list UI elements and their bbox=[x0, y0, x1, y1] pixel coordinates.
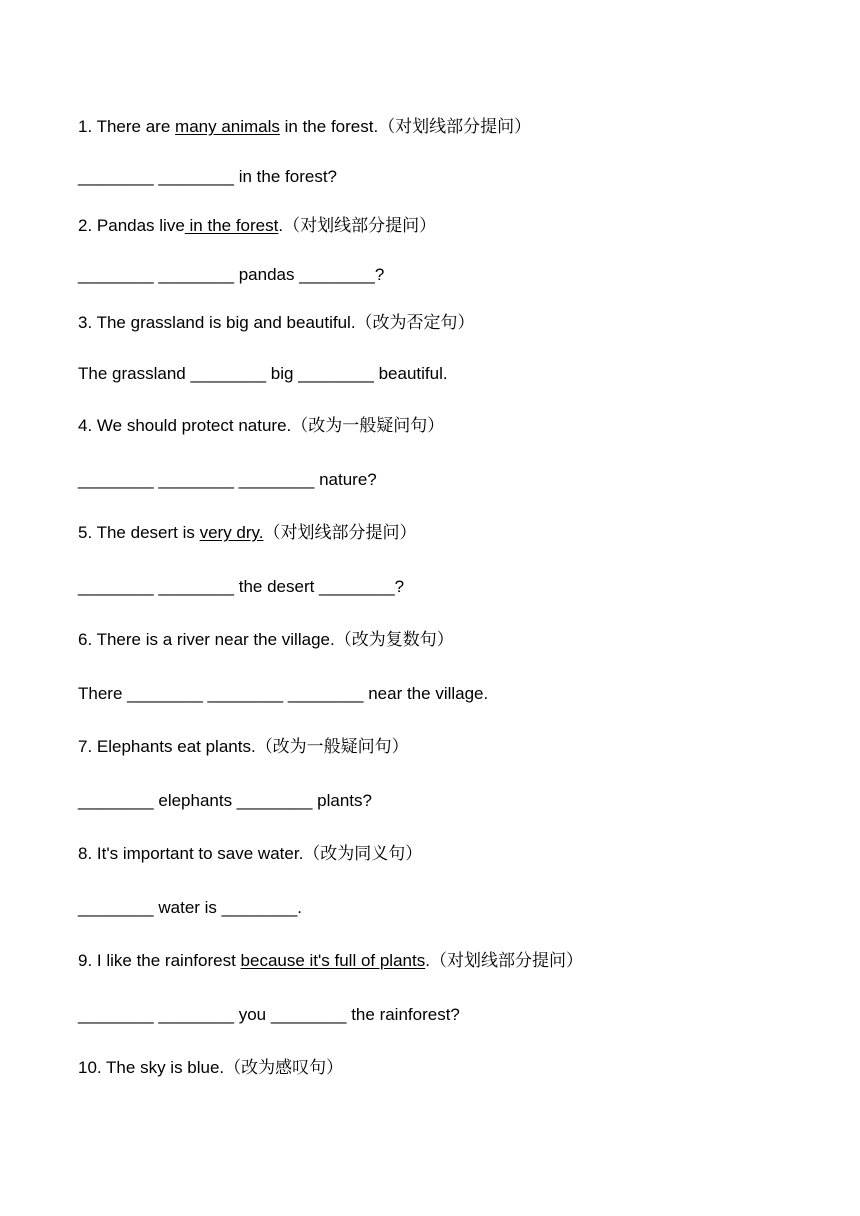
underlined-part: many animals bbox=[175, 117, 280, 136]
question-1: 1. There are many animals in the forest.（对划线部分提问） bbox=[78, 117, 532, 137]
answer-9: ________ ________ you ________ the rainforest? bbox=[78, 1005, 460, 1024]
answer-4: ________ ________ ________ nature? bbox=[78, 470, 377, 489]
instruction: （对划线部分提问） bbox=[378, 117, 532, 137]
question-6: 6. There is a river near the village.（改为复数句） bbox=[78, 630, 454, 650]
underlined-part: in the forest bbox=[184, 216, 279, 235]
instruction: （对划线部分提问） bbox=[263, 523, 417, 543]
underlined-part: because it's full of plants bbox=[240, 951, 426, 970]
instruction: （改为一般疑问句） bbox=[291, 416, 445, 436]
question-4: 4. We should protect nature.（改为一般疑问句） bbox=[78, 416, 445, 436]
answer-1: ________ ________ in the forest? bbox=[78, 167, 338, 186]
answer-6: There ________ ________ ________ near the village. bbox=[78, 684, 489, 703]
question-9: 9. I like the rainforest because it's full of plants.（对划线部分提问） bbox=[78, 951, 583, 971]
instruction: （对划线部分提问） bbox=[283, 216, 437, 236]
question-5: 5. The desert is very dry.（对划线部分提问） bbox=[78, 523, 417, 543]
answer-8: ________ water is ________. bbox=[78, 898, 303, 917]
instruction: （改为感叹句） bbox=[224, 1058, 344, 1078]
answer-5: ________ ________ the desert ________? bbox=[78, 577, 405, 596]
question-3: 3. The grassland is big and beautiful.（改为否定句） bbox=[78, 313, 475, 333]
answer-2: ________ ________ pandas ________? bbox=[78, 265, 385, 284]
question-2: 2. Pandas live in the forest.（对划线部分提问） bbox=[78, 216, 437, 236]
instruction: （改为同义句） bbox=[303, 844, 423, 864]
answer-7: ________ elephants ________ plants? bbox=[78, 791, 372, 810]
question-10: 10. The sky is blue.（改为感叹句） bbox=[78, 1058, 344, 1078]
instruction: （改为复数句） bbox=[334, 630, 454, 650]
underlined-part: very dry. bbox=[199, 523, 264, 542]
instruction: （改为一般疑问句） bbox=[255, 737, 409, 757]
answer-3: The grassland ________ big ________ beautiful. bbox=[78, 364, 448, 383]
instruction: （对划线部分提问） bbox=[429, 951, 583, 971]
question-7: 7. Elephants eat plants.（改为一般疑问句） bbox=[78, 737, 409, 757]
instruction: （改为否定句） bbox=[355, 313, 475, 333]
question-8: 8. It's important to save water.（改为同义句） bbox=[78, 844, 423, 864]
